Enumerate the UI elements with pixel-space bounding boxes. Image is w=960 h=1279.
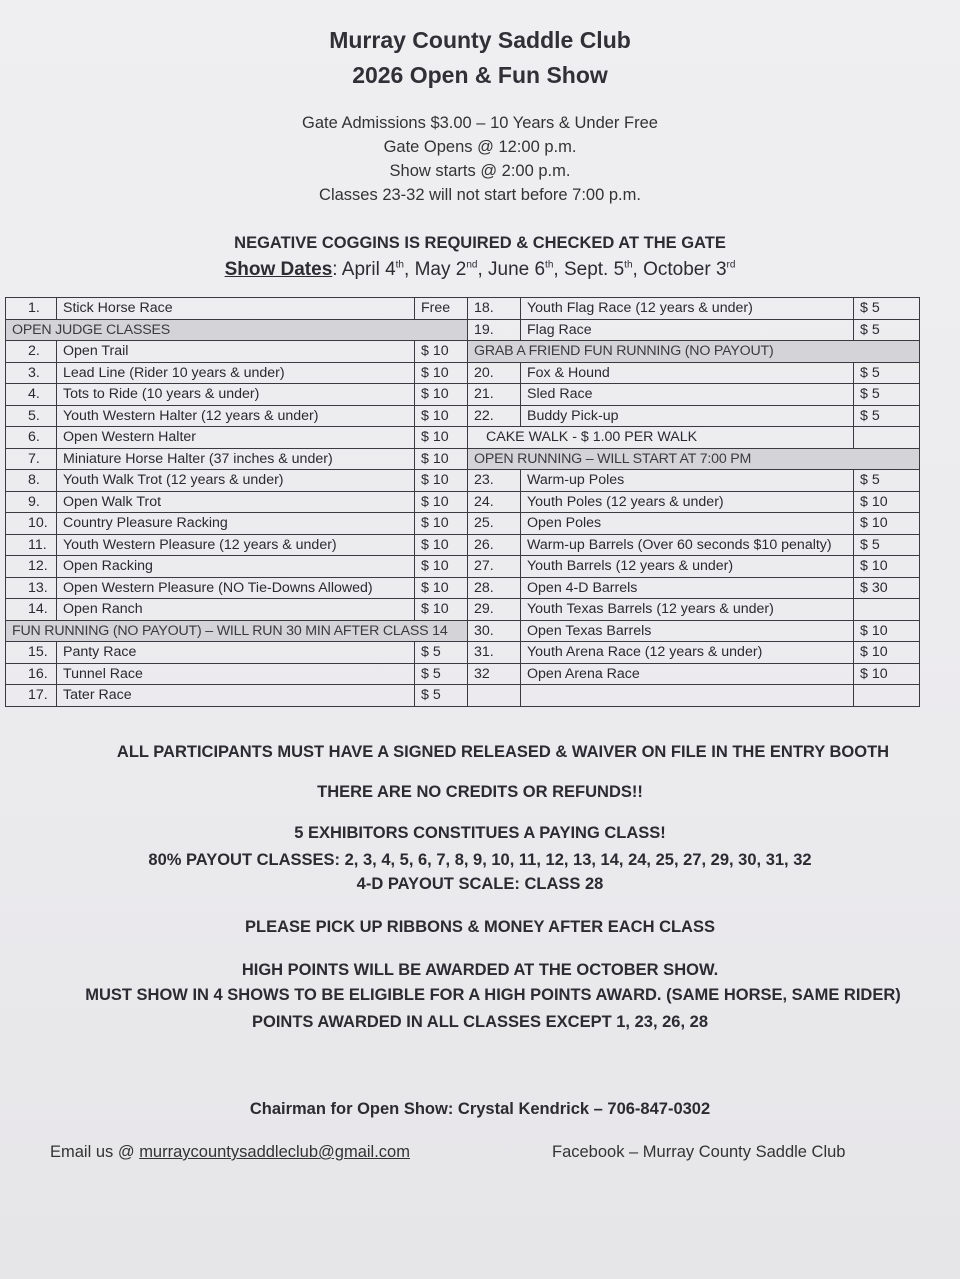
class-name: Open Ranch	[57, 599, 415, 621]
class-fee: $ 10	[854, 642, 920, 664]
class-number: 14.	[6, 599, 57, 621]
class-fee: $ 5	[854, 405, 920, 427]
class-schedule-table	[5, 297, 920, 707]
class-fee: $ 10	[415, 341, 468, 363]
class-number: 31.	[468, 642, 521, 664]
gate-admission: Gate Admissions $3.00 – 10 Years & Under Free	[302, 114, 658, 132]
class-name: Open Racking	[57, 556, 415, 578]
facebook-contact: Facebook – Murray County Saddle Club	[552, 1143, 846, 1161]
show-date: June 6	[488, 259, 546, 280]
class-number: 17.	[6, 685, 57, 707]
class-name: Tots to Ride (10 years & under)	[57, 384, 415, 406]
table-row	[6, 491, 920, 513]
class-fee: $ 5	[854, 298, 920, 320]
table-row	[6, 642, 920, 664]
class-fee: $ 30	[854, 577, 920, 599]
show-dates-label: Show Dates	[224, 259, 333, 280]
email-contact: Email us @ murraycountysaddleclub@gmail.com	[50, 1143, 410, 1161]
class-number	[468, 685, 521, 707]
table-row	[6, 663, 920, 685]
high-points-notice: HIGH POINTS WILL BE AWARDED AT THE OCTOBER SHOW.	[241, 961, 719, 979]
table-row	[6, 599, 920, 621]
class-fee: $ 5	[415, 663, 468, 685]
class-fee: $ 10	[415, 556, 468, 578]
class-fee: $ 10	[415, 405, 468, 427]
class-name: Open 4-D Barrels	[521, 577, 854, 599]
show-date: May 2	[414, 259, 467, 280]
class-number: 13.	[6, 577, 57, 599]
class-number: 25.	[468, 513, 521, 535]
class-fee: $ 10	[415, 470, 468, 492]
class-fee: $ 10	[854, 513, 920, 535]
class-name: Youth Texas Barrels (12 years & under)	[521, 599, 854, 621]
section-header: FUN RUNNING (NO PAYOUT) – WILL RUN 30 MIN AFTER CLASS 14	[6, 620, 468, 642]
class-fee: $ 10	[415, 513, 468, 535]
class-fee: $ 5	[854, 319, 920, 341]
table-row	[6, 470, 920, 492]
table-row	[6, 405, 920, 427]
class-number: 2.	[6, 341, 57, 363]
class-name: Open Walk Trot	[57, 491, 415, 513]
late-classes-note: Classes 23-32 will not start before 7:00 p.m.	[319, 186, 641, 204]
class-fee: $ 10	[854, 663, 920, 685]
club-title: Murray County Saddle Club	[329, 27, 631, 53]
class-fee: $ 5	[854, 534, 920, 556]
points-notice: POINTS AWARDED IN ALL CLASSES EXCEPT 1, 23, 26, 28	[251, 1013, 708, 1031]
class-name: Open Western Pleasure (NO Tie-Downs Allowed)	[57, 577, 415, 599]
class-name: Youth Western Pleasure (12 years & under)	[57, 534, 415, 556]
eligibility-notice: MUST SHOW IN 4 SHOWS TO BE ELIGIBLE FOR A HIGH POINTS AWARD. (SAME HORSE, SAME RIDER)	[85, 986, 901, 1004]
class-fee	[854, 599, 920, 621]
class-fee	[854, 427, 920, 449]
show-date-suffix: rd	[726, 259, 736, 271]
class-name: Lead Line (Rider 10 years & under)	[57, 362, 415, 384]
class-number: 28.	[468, 577, 521, 599]
class-number: 4.	[6, 384, 57, 406]
class-number: 15.	[6, 642, 57, 664]
show-starts: Show starts @ 2:00 p.m.	[389, 162, 571, 180]
show-date: April 4	[341, 259, 396, 280]
table-row	[6, 384, 920, 406]
class-number: 27.	[468, 556, 521, 578]
show-date-suffix: nd	[466, 259, 478, 271]
class-name: Youth Poles (12 years & under)	[521, 491, 854, 513]
class-fee: $ 5	[854, 470, 920, 492]
exhibitors-notice: 5 EXHIBITORS CONSTITUES A PAYING CLASS!	[294, 824, 666, 842]
table-row	[6, 427, 920, 449]
class-number: 24.	[468, 491, 521, 513]
class-fee: $ 5	[854, 362, 920, 384]
class-number: 30.	[468, 620, 521, 642]
show-date: October 3	[643, 259, 727, 280]
section-header: OPEN JUDGE CLASSES	[6, 319, 468, 341]
table-row	[6, 448, 920, 470]
show-dates-list: April 4th, May 2nd, June 6th, Sept. 5th, October 3rd	[341, 259, 736, 280]
class-name: Open Trail	[57, 341, 415, 363]
class-name: Open Arena Race	[521, 663, 854, 685]
class-number: 22.	[468, 405, 521, 427]
show-date-suffix: th	[545, 259, 554, 271]
class-fee: $ 5	[415, 685, 468, 707]
ribbons-notice: PLEASE PICK UP RIBBONS & MONEY AFTER EACH CLASS	[244, 918, 715, 936]
class-number: 16.	[6, 663, 57, 685]
table-row	[6, 362, 920, 384]
waiver-notice: ALL PARTICIPANTS MUST HAVE A SIGNED RELEASED & WAIVER ON FILE IN THE ENTRY BOOTH	[116, 743, 890, 761]
class-fee: $ 10	[415, 577, 468, 599]
class-fee: $ 10	[415, 362, 468, 384]
class-name: Tunnel Race	[57, 663, 415, 685]
class-name: Tater Race	[57, 685, 415, 707]
class-number: 11.	[6, 534, 57, 556]
class-name: Flag Race	[521, 319, 854, 341]
class-name: Warm-up Barrels (Over 60 seconds $10 penalty)	[521, 534, 854, 556]
class-number: 23.	[468, 470, 521, 492]
chairman-contact: Chairman for Open Show: Crystal Kendrick – 706-847-0302	[249, 1100, 711, 1118]
gate-opens: Gate Opens @ 12:00 p.m.	[383, 138, 577, 156]
class-number: 29.	[468, 599, 521, 621]
class-name: Youth Barrels (12 years & under)	[521, 556, 854, 578]
class-number: 7.	[6, 448, 57, 470]
table-row	[6, 341, 920, 363]
class-fee: $ 10	[854, 620, 920, 642]
table-row	[6, 319, 920, 341]
class-fee: $ 5	[854, 384, 920, 406]
table-row	[6, 620, 920, 642]
class-name: Youth Arena Race (12 years & under)	[521, 642, 854, 664]
class-fee: $ 10	[415, 448, 468, 470]
class-name: Buddy Pick-up	[521, 405, 854, 427]
class-name: Warm-up Poles	[521, 470, 854, 492]
class-name	[521, 685, 854, 707]
class-number: 18.	[468, 298, 521, 320]
class-fee: $ 10	[415, 384, 468, 406]
payout-scale: 4-D PAYOUT SCALE: CLASS 28	[356, 875, 604, 893]
class-number: 5.	[6, 405, 57, 427]
section-header: OPEN RUNNING – WILL START AT 7:00 PM	[468, 448, 920, 470]
special-event: CAKE WALK - $ 1.00 PER WALK	[468, 427, 854, 449]
class-number: 26.	[468, 534, 521, 556]
class-fee: $ 10	[854, 556, 920, 578]
class-number: 19.	[468, 319, 521, 341]
class-name: Youth Walk Trot (12 years & under)	[57, 470, 415, 492]
class-name: Panty Race	[57, 642, 415, 664]
class-name: Country Pleasure Racking	[57, 513, 415, 535]
refund-notice: THERE ARE NO CREDITS OR REFUNDS!!	[317, 783, 643, 801]
class-name: Stick Horse Race	[57, 298, 415, 320]
class-fee: $ 10	[854, 491, 920, 513]
show-date-suffix: th	[624, 259, 633, 271]
email-link[interactable]: murraycountysaddleclub@gmail.com	[139, 1143, 410, 1161]
table-row	[6, 556, 920, 578]
class-number: 6.	[6, 427, 57, 449]
table-row	[6, 534, 920, 556]
table-row	[6, 685, 920, 707]
class-fee: $ 10	[415, 427, 468, 449]
table-row	[6, 298, 920, 320]
class-number: 32	[468, 663, 521, 685]
class-fee	[854, 685, 920, 707]
class-fee: $ 10	[415, 491, 468, 513]
show-date: Sept. 5	[563, 259, 625, 280]
class-number: 9.	[6, 491, 57, 513]
class-number: 1.	[6, 298, 57, 320]
class-name: Youth Flag Race (12 years & under)	[521, 298, 854, 320]
class-name: Sled Race	[521, 384, 854, 406]
class-number: 20.	[468, 362, 521, 384]
section-header: GRAB A FRIEND FUN RUNNING (NO PAYOUT)	[468, 341, 920, 363]
class-number: 12.	[6, 556, 57, 578]
class-name: Miniature Horse Halter (37 inches & under)	[57, 448, 415, 470]
class-fee: $ 10	[415, 599, 468, 621]
class-number: 8.	[6, 470, 57, 492]
class-number: 3.	[6, 362, 57, 384]
table-row	[6, 513, 920, 535]
show-date-suffix: th	[395, 259, 404, 271]
class-name: Open Western Halter	[57, 427, 415, 449]
payout-classes: 80% PAYOUT CLASSES: 2, 3, 4, 5, 6, 7, 8, 9, 10, 11, 12, 13, 14, 24, 25, 27, 29, 30, 31, 32	[148, 851, 812, 869]
class-name: Youth Western Halter (12 years & under)	[57, 405, 415, 427]
class-number: 10.	[6, 513, 57, 535]
class-name: Fox & Hound	[521, 362, 854, 384]
show-dates: Show Dates: April 4th, May 2nd, June 6th, Sept. 5th, October 3rd	[224, 259, 736, 280]
class-name: Open Texas Barrels	[521, 620, 854, 642]
class-number: 21.	[468, 384, 521, 406]
coggins-notice: NEGATIVE COGGINS IS REQUIRED & CHECKED AT THE GATE	[234, 234, 726, 252]
class-fee: Free	[415, 298, 468, 320]
table-row	[6, 577, 920, 599]
class-fee: $ 10	[415, 534, 468, 556]
class-name: Open Poles	[521, 513, 854, 535]
show-title: 2026 Open & Fun Show	[352, 62, 608, 88]
class-fee: $ 5	[415, 642, 468, 664]
